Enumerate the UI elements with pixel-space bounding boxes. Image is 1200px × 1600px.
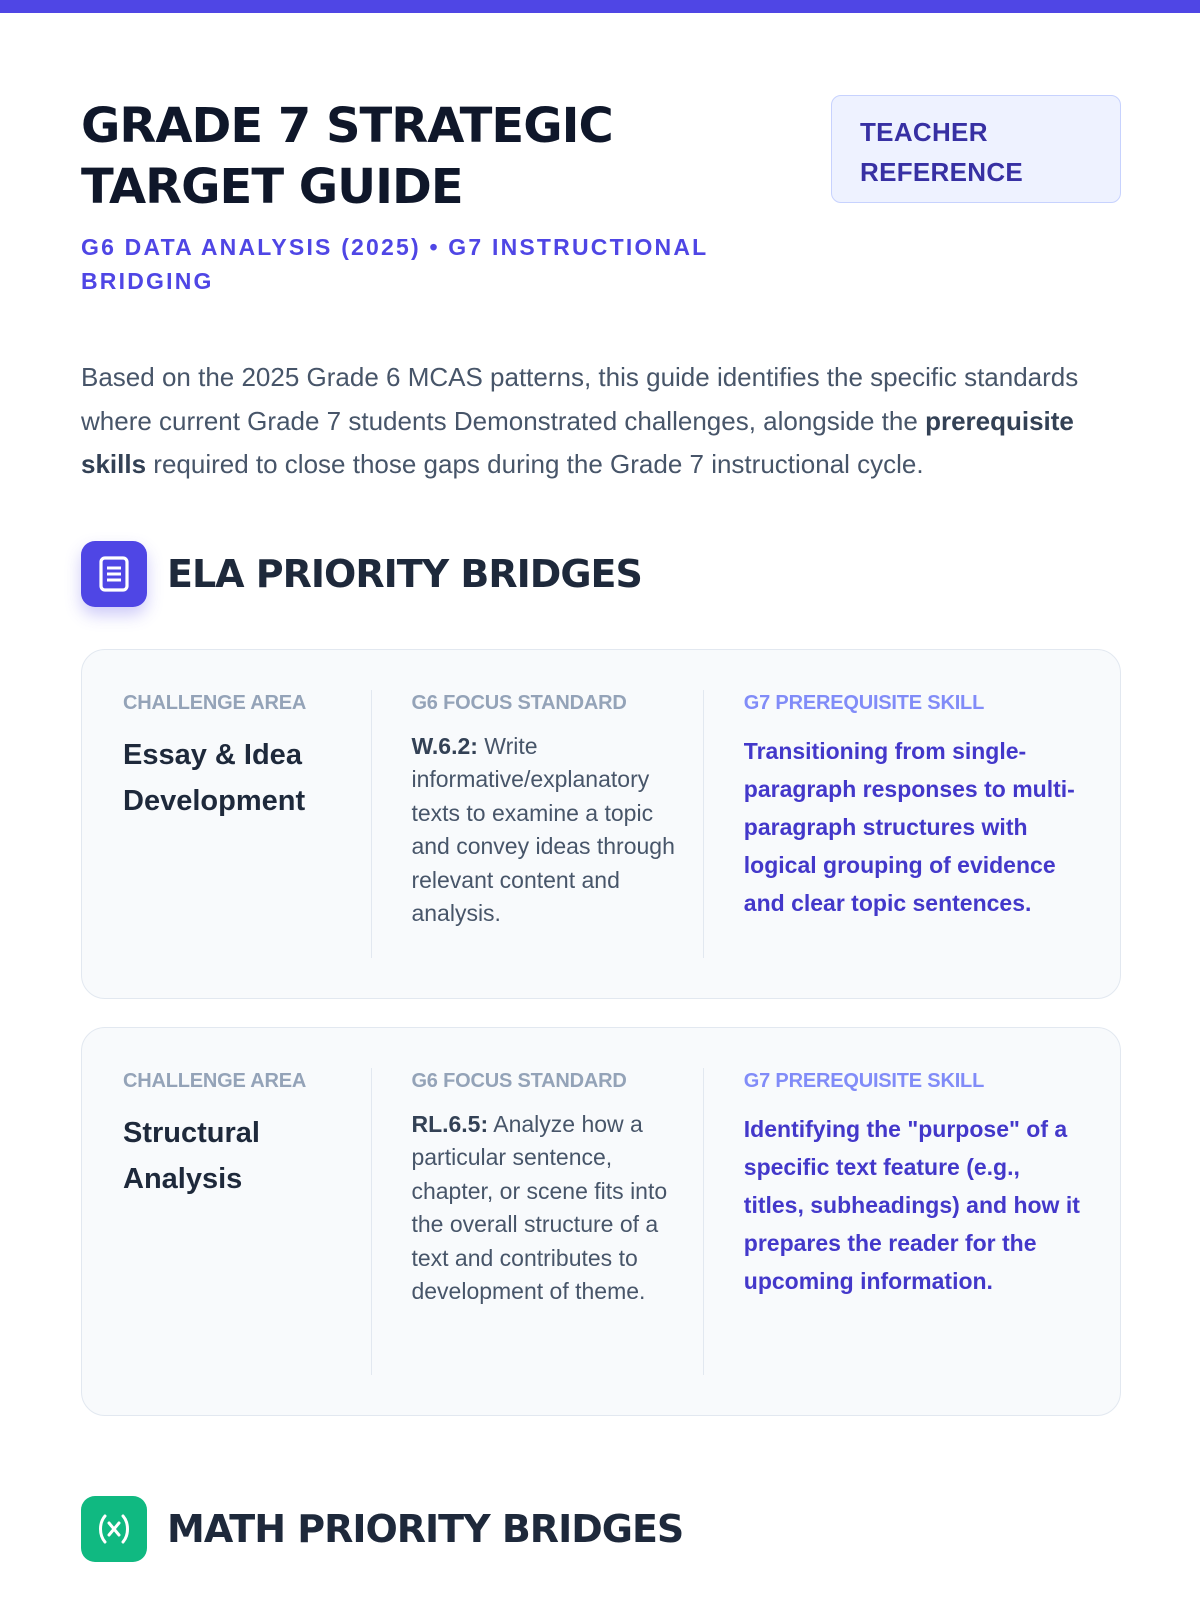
variable-function-icon (81, 1496, 147, 1562)
challenge-area-name: Essay & Idea Development (123, 738, 306, 817)
standard-description: Analyze how a particular sentence, chapter, or scene fits into the overall structure of a text and contributes to development of theme. (411, 1110, 668, 1304)
focus-standard-text (411, 1108, 682, 1309)
ela-section-title: ELA PRIORITY BRIDGES (167, 551, 642, 596)
document-icon (81, 541, 147, 607)
challenge-area-label: CHALLENGE AREA (123, 1069, 307, 1092)
prerequisite-skill-label: G7 PREREQUISITE SKILL (743, 691, 985, 714)
focus-standard-column (372, 690, 703, 958)
challenge-area-label: CHALLENGE AREA (123, 691, 307, 714)
focus-standard-label: G6 FOCUS STANDARD (411, 691, 627, 714)
standard-description: Write informative/explanatory texts to examine a topic and convey ideas through relevant content and analysis. (411, 732, 675, 926)
prerequisite-skill-column (704, 690, 1080, 958)
standard-code: W.6.2: (411, 732, 478, 759)
prerequisite-skill-column (704, 1068, 1080, 1375)
standard-code: RL.6.5: (411, 1110, 489, 1137)
math-section-title: MATH PRIORITY BRIDGES (167, 1506, 684, 1551)
top-accent-bar (0, 0, 1200, 13)
ela-bridge-card (81, 1027, 1121, 1416)
document-content (81, 96, 1121, 1562)
math-section-header (81, 1496, 1121, 1562)
page-title (81, 96, 781, 218)
title-line-1: GRADE 7 STRATEGIC (81, 98, 613, 154)
intro-bold-phrase: prerequisite skills (81, 405, 1074, 479)
focus-standard-label: G6 FOCUS STANDARD (411, 1069, 627, 1092)
focus-standard-text (411, 730, 682, 931)
challenge-area-name: Structural Analysis (123, 1116, 260, 1195)
prerequisite-skill-text: Transitioning from single-paragraph responses to multi-paragraph structures with logical grouping of evidence and clear topic sentences. (743, 737, 1075, 916)
intro-text-end: required to close those gaps during the Grade 7 instructional cycle. (146, 449, 924, 479)
focus-standard-column (372, 1068, 703, 1375)
ela-section-header (81, 541, 1121, 607)
ela-bridge-card (81, 649, 1121, 999)
title-line-2: TARGET GUIDE (81, 159, 463, 215)
challenge-area-column (123, 690, 372, 958)
prerequisite-skill-label: G7 PREREQUISITE SKILL (743, 1069, 985, 1092)
teacher-reference-badge: TEACHER REFERENCE (831, 95, 1121, 203)
challenge-area-column (123, 1068, 372, 1375)
prerequisite-skill-text: Identifying the "purpose" of a specific text feature (e.g., titles, subheadings) and how it prepares the reader for the upcoming information. (743, 1115, 1080, 1294)
intro-paragraph (81, 356, 1091, 487)
document-header (81, 96, 1121, 306)
intro-text-start: Based on the 2025 Grade 6 MCAS patterns, this guide identifies the specific standards where current Grade 7 students Demonstrated challenges, alongside the (81, 362, 1079, 436)
page-subtitle: G6 DATA ANALYSIS (2025) • G7 INSTRUCTIONAL BRIDGING (81, 234, 708, 294)
